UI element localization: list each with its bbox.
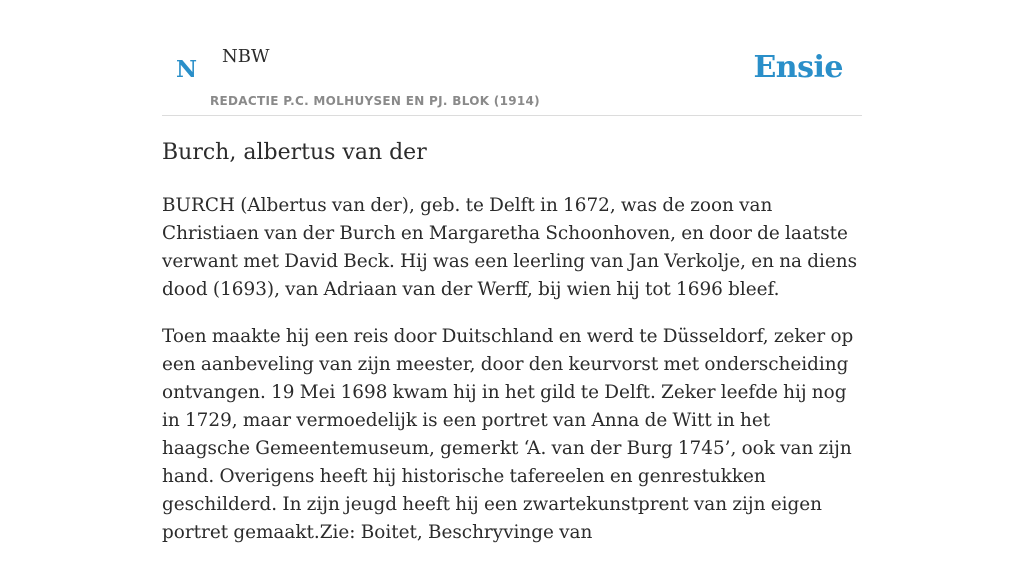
- article-title: Burch, albertus van der: [162, 140, 427, 165]
- article-paragraph: BURCH (Albertus van der), geb. te Delft in 1672, was de zoon van Christiaen van der Burch en Margaretha Schoonhoven, en door de laatste verwant met David Beck. Hij was een leerling van Jan Verkolje, en na diens dood (1693), van Adriaan van der Werff, bij wien hij tot 1696 bleef.: [162, 195, 858, 300]
- source-title[interactable]: NBW: [222, 46, 270, 67]
- source-subtitle: REDACTIE P.C. MOLHUYSEN EN PJ. BLOK (1914): [210, 94, 540, 108]
- page: [162, 0, 862, 543]
- header: [162, 0, 862, 116]
- article-body: [162, 192, 862, 566]
- article-paragraph: Toen maakte hij een reis door Duitschland en werd te Düsseldorf, zeker op een aanbeveling van zijn meester, door den keurvorst met onderscheiding ontvangen. 19 Mei 1698 kwam hij in het gild te Delft. Zeker leefde hij nog in 1729, maar vermoedelijk is een portret van Anna de Witt in het haagsche Gemeentemuseum, gemerkt ‘A. van der Burg 1745’, ook van zijn hand. Overigens heeft hij historische tafereelen en genrestukken geschilderd. In zijn jeugd heeft hij een zwartekunstprent van zijn eigen portret gemaakt.Zie: Boitet, Beschryvinge van: [162, 326, 854, 543]
- brand-logo[interactable]: Ensie: [753, 50, 843, 85]
- source-logo-icon[interactable]: N: [176, 56, 198, 83]
